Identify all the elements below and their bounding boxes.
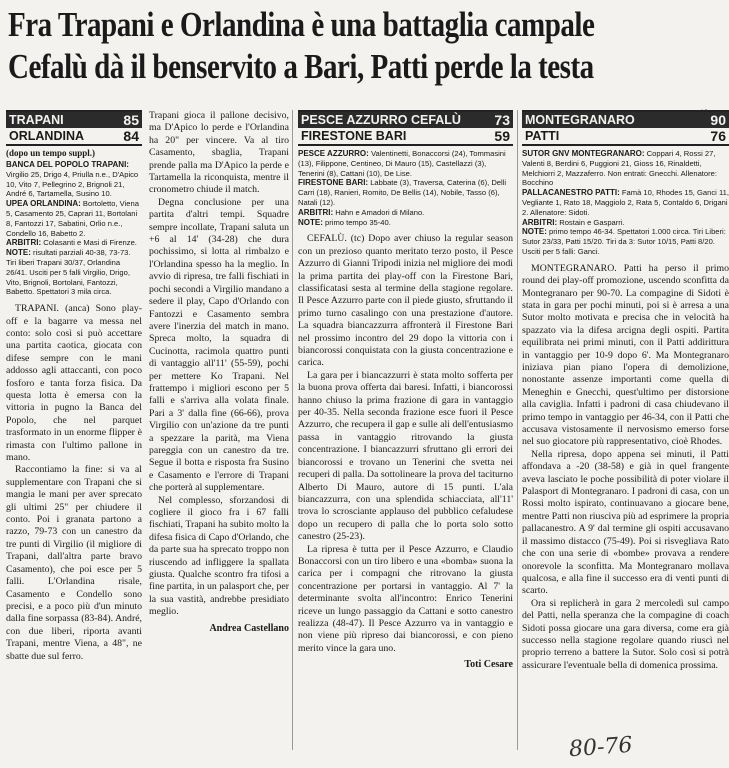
- article-cefalu: [298, 233, 513, 655]
- team-name: PATTI: [525, 129, 560, 143]
- scorebox-team-row: [522, 112, 729, 128]
- author-byline: Toti Cesare: [464, 659, 513, 671]
- article-paragraph: La gara per i biancazzurri è stata molto sofferta per la buona prova offerta dai baresi. Infatti, i biancorossi hanno chiuso la prima frazione di gara in vantaggio per 40-35. Nella seconda frazione esce fuori il Pesce Azzurro, che recupera il gap e sulle ali dell'entusiasmo passa in vantaggio ritrovando la giusta concentrazione. I biancazzurri sfruttano gli errori dei biancorossi e trovano un Tenerini che svetta nei recuperi di palla. Da sottolineare la prova del taciturno Alberto Di Mauro, autore di 15 punti. L'ala biancazzurra, con una splendida schiacciata, all'11' trova lo scrosciante applauso del pubblico cefaludese dopo un recupero di palla che lo porta solo sotto canestro (25-23).: [298, 369, 513, 543]
- article-paragraph: MONTEGRANARO. Patti ha perso il primo round dei play-off promozione, uscendo sconfitta da Montegranaro per 90-70. La compagine di Sidoti è stata in gara per pochi minuti, poi si è arresa a una Sutor molto motivata e precisa che in velocità ha spazzato via la difesa arcigna degli ospiti. Partita equilibrata nei primi minuti, con il Patti addirittura in vantaggio per 10-9 dopo 6'. Ma Montegranaro iniziava pian piano l'opera di demolizione, nonostante assenze importanti come quella di Meneghin e Gnecchi, quest'ultimo per distorsione alla caviglia. Infatti i padroni di casa chiudevano il primo tempo in vantaggio per 46-34, con il Patti che accusava vistosamente il nervosismo emerso forse nel suo giocatore più rappresentativo, cioè Rhodes.: [522, 262, 729, 448]
- article-paragraph: Trapani gioca il pallone decisivo, ma D'Apico lo perde e l'Orlandina ha 20" per vincere. Va al tiro Casamento, sbaglia, Trapani prende palla ma D'Apico la perde e Tartamella la riconquista, mentre il cronometro chiude il match.: [149, 110, 289, 196]
- column-divider: [292, 110, 293, 750]
- team-score: 85: [123, 112, 139, 128]
- article-paragraph: Nella ripresa, dopo appena sei minuti, il Patti affondava a -20 (38-58) e già in quel frangente aveva lasciato le poche possibilità di poter violare il Palasport di Montegranaro. I padroni di casa, con un Rossi molto ispirato, continuavano a giocare bene, mentre Patti non riusciva più ad esprimere la propria pallacanestro. A 9' dal termine gli ospiti accusavano il massimo distacco (75-49). Poi si risvegliava Rato che con una serie di «bombe» provava a rendere onorevole la sconfitta. Ma Montegranaro mollava qualcosa, e alla fine il successo era di venti punti di scarto.: [522, 448, 729, 597]
- scorebox-team-row: [298, 128, 513, 146]
- team-name: PESCE AZZURRO CEFALÙ: [301, 113, 461, 127]
- team-name: TRAPANI: [9, 113, 64, 127]
- lineup-line: PALLACANESTRO PATTI: Famà 10, Rhodes 15, Ganci 11, Vegliante 1, Rato 18, Maggiolo 2, Rata 5, Contaldo 6, Drigani 2. Allenatore: Sidoti.: [522, 188, 729, 217]
- column-4: [522, 110, 729, 672]
- lineup-line: ARBITRI: Hahn e Amadori di Milano.: [298, 207, 425, 217]
- scorebox-team-row: [6, 128, 142, 146]
- column-2: [149, 110, 289, 635]
- scorebox-montegranaro: [522, 110, 729, 257]
- lineup-line: PESCE AZZURRO: Valentinetti, Bonaccorsi (24), Tommasini (13), Filippone, Centineo, Di Mauro (15), Castellazzi (3), Tenerini (8), Cattani (10), De Lise.: [298, 149, 506, 178]
- article-trapani: [6, 303, 142, 663]
- lineup-line: ARBITRI: Rostain e Gasparri.: [522, 217, 625, 227]
- article-paragraph: Degna conclusione per una partita d'altri tempi. Squadre sempre incollate, Trapani saluta un +6 al 14' (34-28) che dura pochissimo, si lotta al rimbalzo e l'Orlandina spesso ha la meglio. In avvio di ripresa, tre falli fischiati in pochi secondi a Virgilio mandano a sedere il play, Capo d'Orlando con Fantozzi e Casamento sembra avere l'inerzia del match in mano. Spreca molto, la squadra di Cucinotta, racimola quattro punti di vantaggio all'11' (55-59), pochi per mettere Ko Trapani. Nel frattempo i migliori escono per 5 falli e s'arriva alla volata finale. Pari a 3' dalla fine (66-66), prova Virgilio con un'azione da tre punti a spezzare la parità, ma Viena pareggia con un canestro da tre. Segue il botta e risposta fra Susino e Casamento e l'errore di Trapani che porterà al supplementare.: [149, 196, 289, 494]
- article-paragraph: Ora si replicherà in gara 2 mercoledì sul campo del Patti, nella speranza che la compagine di coach Sidoti possa giocare una gara diversa, come era già successo nella stagione regolare quando riuscì nel proprio terreno a battere la Sutor. Solo così si potrà assicurare l'eventuale bella di domenica prossima.: [522, 597, 729, 671]
- team-name: ORLANDINA: [9, 129, 84, 143]
- article-paragraph: La ripresa è tutta per il Pesce Azzurro, e Claudio Bonaccorsi con un tiro libero e una «bomba» suona la carica per i compagni che ritrovano la giusta concentrazione per portarsi in vantaggio. Al 7' la determinante svolta all'incontro: Enrico Tenerini riceve un lungo passaggio da Cattani e sotto canestro realizza (48-47). Il Pesce Azzurro va in vantaggio e non viene più ripreso dai biancorossi, e con pieno merito vince la gara uno.: [298, 543, 513, 654]
- article-paragraph: Raccontiamo la fine: si va al supplementare con Trapani che si mangia le mani per aver sprecato gli ultimi 25" per chiudere il conto. Poi i granata partono a razzo, 79-73 con un canestro da tre punti di Virgilio (il migliore di Trapani, dall'altra parte bravo Casamento), che poi esce per 5 falli. L'Orlandina risale, Casamento e Condello sono precisi, e a poco più d'un minuto dalla fine sorpassa (83-84). André, con due liberi, riporta avanti Trapani, mentre Viena, a 48", ne sbatte due sul ferro.: [6, 464, 142, 662]
- article-trapani-continued: [149, 110, 289, 619]
- article-paragraph: Nel complesso, sforzandosi di cogliere il gioco fra i 67 falli fischiati, Trapani ha subito molto la difesa fisica di Capo d'Orlando, che da parte sua ha sprecato troppo non riuscendo ad infliggere la spallata giusta. Qualche scontro fra tifosi a fine partita, in un palasport che, per la sua vastità, andrebbe presidiato meglio.: [149, 494, 289, 618]
- scorebox-cefalu: [298, 110, 513, 227]
- scorebox-team-row: [298, 112, 513, 128]
- article-paragraph: CEFALÙ. (tc) Dopo aver chiuso la regular season con un prezioso quanto meritato terzo posto, il Pesce Azzurro di Gianni Tripodi inizia nel migliore dei modi la prima partita dei play-off con la Firestone Bari, classificatasi sesta al termine della stagione regolare. Il Pesce Azzurro parte con il piede giusto, sfruttando il primo turno casalingo con una prestazione d'autore. La squadra biancazzurra affronterà il Firestone Bari nel prossimo incontro del 29 dopo la vittoria con i biancorossi conquistata con la giusta concentrazione e carica.: [298, 233, 513, 369]
- team-name: FIRESTONE BARI: [301, 129, 407, 143]
- scorebox-team-row: [522, 128, 729, 146]
- column-1: [6, 110, 142, 663]
- scorebox-trapani: [6, 110, 142, 297]
- team-score: 73: [494, 112, 510, 128]
- author-byline: Andrea Castellano: [209, 622, 289, 634]
- lineup-line: FIRESTONE BARI: Labbate (3), Traversa, Caterina (6), Delli Carri (18), Ranieri, Romito, De Bellis (14), Nobile, Tasso (6), Natali (12).: [298, 178, 507, 207]
- team-score: 84: [123, 128, 139, 144]
- lineup-line: NOTE: primo tempo 35-40.: [298, 217, 391, 227]
- scorebox-lineup: [298, 149, 513, 227]
- headline-line-2: Cefalù dà il benservito a Bari, Patti perde la testa: [8, 47, 594, 86]
- team-score: 76: [710, 128, 726, 144]
- team-score: 59: [494, 128, 510, 144]
- scorebox-note: (dopo un tempo suppl.): [6, 148, 96, 158]
- scorebox-team-row: [6, 112, 142, 128]
- lineup-line: NOTE: primo tempo 46-34. Spettatori 1.000 circa. Tiri Liberi: Sutor 23/33, Patti 15/20. Tiri da 3: Sutor 10/15, Patti 8/20. Usciti per 5 falli: Ganci.: [522, 227, 726, 256]
- team-name: MONTEGRANARO: [525, 113, 635, 127]
- headline-line-1: Fra Trapani e Orlandina è una battaglia campale: [8, 5, 595, 44]
- team-score: 90: [710, 112, 726, 128]
- article-paragraph: TRAPANI. (anca) Sono play-off e la bagarre va messa nel conto: solo così si può accettare una partita caotica, giocata con difese sempre con le mani addosso agli attaccanti, con poco fosforo e tanta forza fisica. Da questa lotta è emersa con la vittoria in pugno la Banca del Popolo, che nel parquet trasformato in un enorme flipper è rimasta con l'ultimo pallone in mano.: [6, 303, 142, 464]
- handwritten-note: 80-76: [568, 732, 634, 763]
- column-divider: [517, 110, 518, 750]
- lineup-line: BANCA DEL POPOLO TRAPANI: Virgilio 25, Drigo 4, Priulla n.e., D'Apico 10, Vito 7, Pellegrino 2, Brignoli 21, André 6, Tartamella, Susino 10.: [6, 160, 139, 199]
- lineup-line: ARBITRI: Colasanti e Masi di Firenze.: [6, 238, 137, 248]
- scorebox-lineup: [522, 149, 729, 257]
- article-montegranaro: [522, 263, 729, 672]
- column-3: [298, 110, 513, 672]
- scorebox-lineup: [6, 160, 142, 297]
- lineup-line: NOTE: risultati parziali 40-38, 73-73. Tiri liberi Trapani 30/37, Orlandina 26/41. Usciti per 5 falli Virgilio, Drigo, Vito, Brignoli, Bortolani, Fantozzi, Babetto. Spettatori 3 mila circa.: [6, 248, 131, 297]
- lineup-line: UPEA ORLANDINA: Bortoletto, Viena 5, Casamento 25, Caprari 11, Bortolani 8, Fantozzi 17, Sabatini, Orlio n.e., Condello 16, Babetto 2.: [6, 199, 139, 238]
- lineup-line: SUTOR GNV MONTEGRANARO: Coppari 4, Rossi 27, Valenti 8, Berdini 6, Puggioni 21, Gioss 16, Rinaldetti, Melchiorri 2, Mazzaferro. Non entrati: Gnecchi. Allenatore: Bocchino: [522, 149, 717, 188]
